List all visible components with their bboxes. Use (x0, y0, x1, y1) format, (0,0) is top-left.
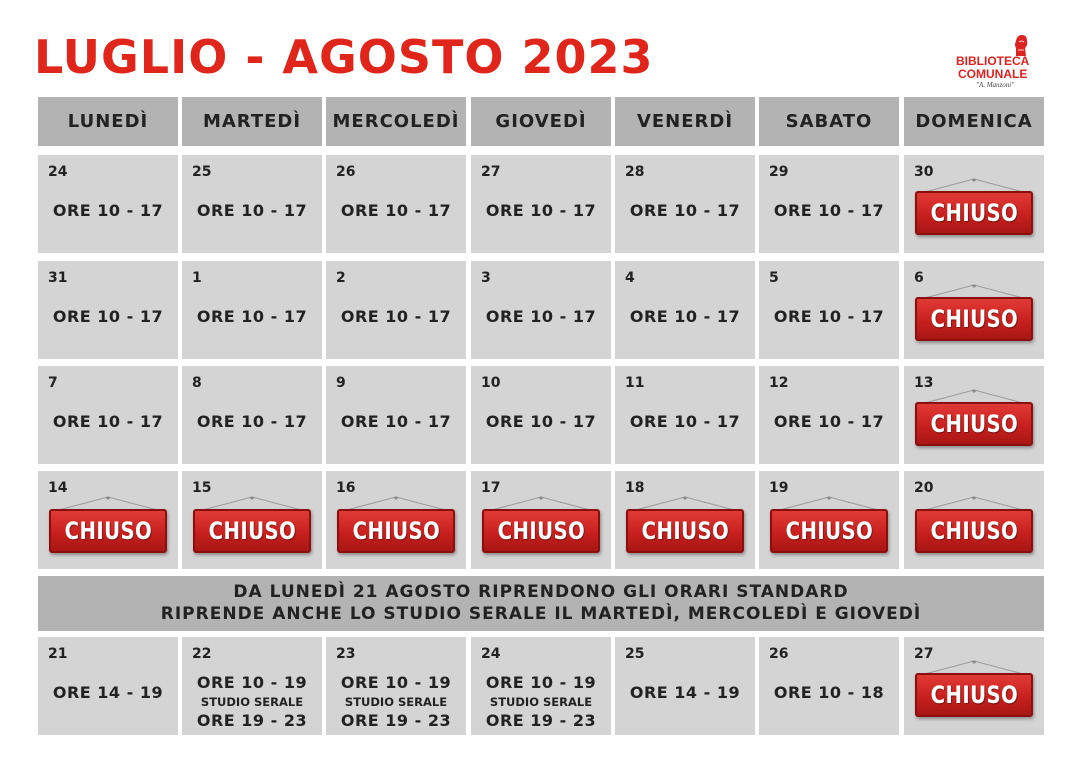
closed-label: CHIUSO (208, 517, 296, 545)
day-number: 26 (769, 646, 789, 662)
closed-sign-board (915, 297, 1033, 341)
day-number: 27 (481, 164, 501, 180)
closed-sign (915, 388, 1033, 446)
day-cell (759, 261, 899, 359)
day-cell (471, 366, 611, 464)
day-cell (904, 155, 1044, 253)
closed-sign (915, 283, 1033, 341)
day-number: 30 (914, 164, 934, 180)
day-number: 19 (769, 480, 789, 496)
day-cell (182, 155, 322, 253)
closed-sign-board (49, 509, 167, 553)
day-cell (471, 637, 611, 735)
day-number: 23 (336, 646, 356, 662)
logo-line-3: "A. Manzoni" (976, 81, 1015, 89)
day-cell (471, 471, 611, 569)
opening-hours: ORE 10 - 17 (196, 412, 308, 431)
day-number: 15 (192, 480, 212, 496)
day-number: 27 (914, 646, 934, 662)
closed-sign (915, 177, 1033, 235)
closed-label: CHIUSO (930, 681, 1018, 709)
day-number: 1 (192, 270, 202, 286)
weekday-header: LUNEDÌ (38, 97, 178, 146)
closed-label: CHIUSO (641, 517, 729, 545)
day-number: 6 (914, 270, 924, 286)
closed-sign (770, 495, 888, 553)
day-number: 20 (914, 480, 934, 496)
day-cell (759, 637, 899, 735)
opening-hours: ORE 10 - 17 (340, 307, 452, 326)
day-number: 10 (481, 375, 501, 391)
day-cell (471, 261, 611, 359)
opening-hours: ORE 10 - 17 (629, 412, 741, 431)
closed-sign-board (337, 509, 455, 553)
closed-sign (337, 495, 455, 553)
day-cell (615, 366, 755, 464)
day-number: 17 (481, 480, 501, 496)
day-cell (904, 366, 1044, 464)
opening-hours: ORE 10 - 17 (196, 307, 308, 326)
day-cell (326, 261, 466, 359)
closed-sign (49, 495, 167, 553)
closed-label: CHIUSO (930, 410, 1018, 438)
day-cell (759, 155, 899, 253)
day-cell (615, 471, 755, 569)
opening-hours: ORE 14 - 19 (52, 683, 164, 702)
logo-line-2: COMUNALE (958, 67, 1028, 81)
banner-line-1: DA LUNEDÌ 21 AGOSTO RIPRENDONO GLI ORARI STANDARD (233, 582, 849, 602)
evening-study-hours: ORE 19 - 23 (340, 711, 452, 730)
day-cell (38, 261, 178, 359)
closed-label: CHIUSO (930, 517, 1018, 545)
day-cell (38, 366, 178, 464)
opening-hours: ORE 10 - 17 (340, 412, 452, 431)
closed-sign (193, 495, 311, 553)
day-number: 31 (48, 270, 68, 286)
library-logo (952, 32, 1044, 92)
day-number: 2 (336, 270, 346, 286)
opening-hours: ORE 10 - 17 (52, 201, 164, 220)
day-number: 25 (192, 164, 212, 180)
day-number: 8 (192, 375, 202, 391)
day-number: 12 (769, 375, 789, 391)
closed-label: CHIUSO (930, 305, 1018, 333)
day-cell (759, 471, 899, 569)
evening-study-label: STUDIO SERALE (489, 695, 593, 709)
day-cell (38, 155, 178, 253)
day-number: 5 (769, 270, 779, 286)
day-cell (182, 366, 322, 464)
closed-sign-board (482, 509, 600, 553)
weekday-header: SABATO (759, 97, 899, 146)
opening-hours: ORE 10 - 19 (485, 673, 597, 692)
closed-sign-board (193, 509, 311, 553)
portrait-icon (1010, 32, 1032, 56)
closed-label: CHIUSO (64, 517, 152, 545)
day-number: 13 (914, 375, 934, 391)
day-cell (182, 471, 322, 569)
closed-sign-board (915, 402, 1033, 446)
closed-sign-board (915, 509, 1033, 553)
opening-hours: ORE 10 - 19 (196, 673, 308, 692)
day-cell (904, 471, 1044, 569)
day-cell (326, 366, 466, 464)
day-cell (326, 471, 466, 569)
opening-hours: ORE 10 - 17 (485, 307, 597, 326)
closed-sign (915, 495, 1033, 553)
day-cell (759, 366, 899, 464)
opening-hours: ORE 10 - 18 (773, 683, 885, 702)
day-number: 14 (48, 480, 68, 496)
day-number: 7 (48, 375, 58, 391)
day-number: 11 (625, 375, 645, 391)
closed-label: CHIUSO (785, 517, 873, 545)
closed-sign (626, 495, 744, 553)
day-number: 9 (336, 375, 346, 391)
day-cell (182, 637, 322, 735)
day-cell (326, 155, 466, 253)
opening-hours: ORE 10 - 17 (773, 201, 885, 220)
closed-sign-board (915, 673, 1033, 717)
day-number: 3 (481, 270, 491, 286)
day-number: 26 (336, 164, 356, 180)
opening-hours: ORE 10 - 17 (485, 412, 597, 431)
opening-hours: ORE 10 - 17 (629, 201, 741, 220)
closed-sign (915, 659, 1033, 717)
day-cell (471, 155, 611, 253)
closed-sign (482, 495, 600, 553)
closed-label: CHIUSO (497, 517, 585, 545)
day-number: 25 (625, 646, 645, 662)
day-number: 28 (625, 164, 645, 180)
day-number: 22 (192, 646, 212, 662)
opening-hours: ORE 10 - 17 (773, 412, 885, 431)
evening-study-label: STUDIO SERALE (344, 695, 448, 709)
weekday-header: MARTEDÌ (182, 97, 322, 146)
day-number: 16 (336, 480, 356, 496)
day-number: 29 (769, 164, 789, 180)
opening-hours: ORE 10 - 17 (52, 307, 164, 326)
announcement-banner (38, 576, 1044, 631)
opening-hours: ORE 10 - 19 (340, 673, 452, 692)
evening-study-label: STUDIO SERALE (200, 695, 304, 709)
day-cell (904, 261, 1044, 359)
evening-study-hours: ORE 19 - 23 (196, 711, 308, 730)
day-cell (615, 261, 755, 359)
page-title: LUGLIO - AGOSTO 2023 (34, 30, 654, 84)
weekday-header: GIOVEDÌ (471, 97, 611, 146)
closed-sign-board (915, 191, 1033, 235)
day-cell (904, 637, 1044, 735)
day-cell (615, 155, 755, 253)
opening-hours: ORE 10 - 17 (340, 201, 452, 220)
closed-label: CHIUSO (352, 517, 440, 545)
closed-label: CHIUSO (930, 199, 1018, 227)
day-cell (182, 261, 322, 359)
closed-sign-board (770, 509, 888, 553)
evening-study-hours: ORE 19 - 23 (485, 711, 597, 730)
opening-hours: ORE 10 - 17 (773, 307, 885, 326)
logo-line-1: BIBLIOTECA (956, 54, 1030, 68)
opening-hours: ORE 10 - 17 (196, 201, 308, 220)
day-cell (38, 471, 178, 569)
weekday-header: VENERDÌ (615, 97, 755, 146)
weekday-header: MERCOLEDÌ (326, 97, 466, 146)
opening-hours: ORE 10 - 17 (629, 307, 741, 326)
day-number: 4 (625, 270, 635, 286)
opening-hours: ORE 14 - 19 (629, 683, 741, 702)
opening-hours: ORE 10 - 17 (485, 201, 597, 220)
weekday-header: DOMENICA (904, 97, 1044, 146)
day-number: 21 (48, 646, 68, 662)
day-cell (38, 637, 178, 735)
opening-hours: ORE 10 - 17 (52, 412, 164, 431)
day-cell (326, 637, 466, 735)
day-number: 18 (625, 480, 645, 496)
day-number: 24 (48, 164, 68, 180)
banner-line-2: RIPRENDE ANCHE LO STUDIO SERALE IL MARTEDÌ, MERCOLEDÌ E GIOVEDÌ (160, 604, 922, 624)
day-number: 24 (481, 646, 501, 662)
closed-sign-board (626, 509, 744, 553)
day-cell (615, 637, 755, 735)
